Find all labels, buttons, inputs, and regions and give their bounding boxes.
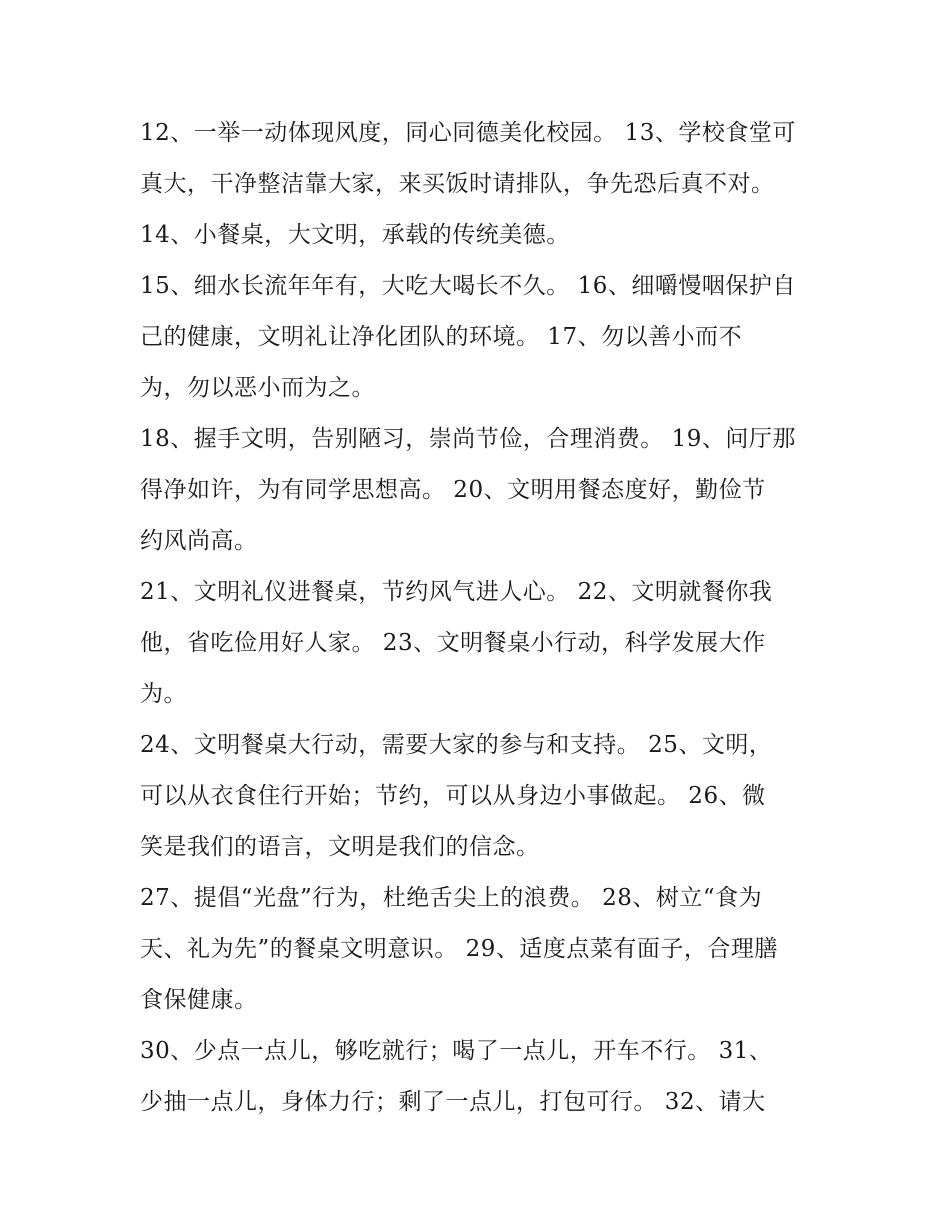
text-line: 他，省吃俭用好人家。 23、文明餐桌小行动，科学发展大作 (140, 630, 766, 656)
text-line: 真大，干净整洁靠大家，来买饭时请排队，争先恐后真不对。 (140, 171, 775, 197)
text-line: 24、文明餐桌大行动，需要大家的参与和支持。 25、文明， (140, 732, 773, 758)
text-line: 得净如许，为有同学思想高。 20、文明用餐态度好，勤俭节 (140, 477, 766, 503)
text-line: 为，勿以恶小而为之。 (140, 375, 375, 401)
text-line: 少抽一点儿，身体力行；剩了一点儿，打包可行。 32、请大 (140, 1089, 766, 1115)
text-line: 21、文明礼仪进餐桌，节约风气进人心。 22、文明就餐你我 (140, 579, 773, 605)
text-line: 30、少点一点儿，够吃就行；喝了一点儿，开车不行。 31、 (140, 1038, 773, 1064)
text-line: 约风尚高。 (140, 528, 258, 554)
text-line: 18、握手文明，告别陋习，崇尚节俭，合理消费。 19、问厅那 (140, 426, 796, 452)
text-line: 食保健康。 (140, 987, 258, 1013)
text-line: 27、提倡“光盘”行为，杜绝舌尖上的浪费。 28、树立“食为 (140, 885, 763, 911)
text-line: 天、礼为先”的餐桌文明意识。 29、适度点菜有面子，合理膳 (140, 936, 778, 962)
text-line: 己的健康，文明礼让净化团队的环境。 17、勿以善小而不 (140, 324, 743, 350)
text-line: 12、一举一动体现风度，同心同德美化校园。 13、学校食堂可 (140, 120, 796, 146)
text-line: 为。 (140, 681, 187, 707)
text-line: 15、细水长流年年有，大吃大喝长不久。 16、细嚼慢咽保护自 (140, 273, 796, 299)
text-line: 笑是我们的语言，文明是我们的信念。 (140, 834, 540, 860)
text-line: 可以从衣食住行开始；节约，可以从身边小事做起。 26、微 (140, 783, 766, 809)
text-line: 14、小餐桌，大文明，承载的传统美德。 (140, 222, 570, 248)
slogan-text-block (140, 108, 830, 1128)
